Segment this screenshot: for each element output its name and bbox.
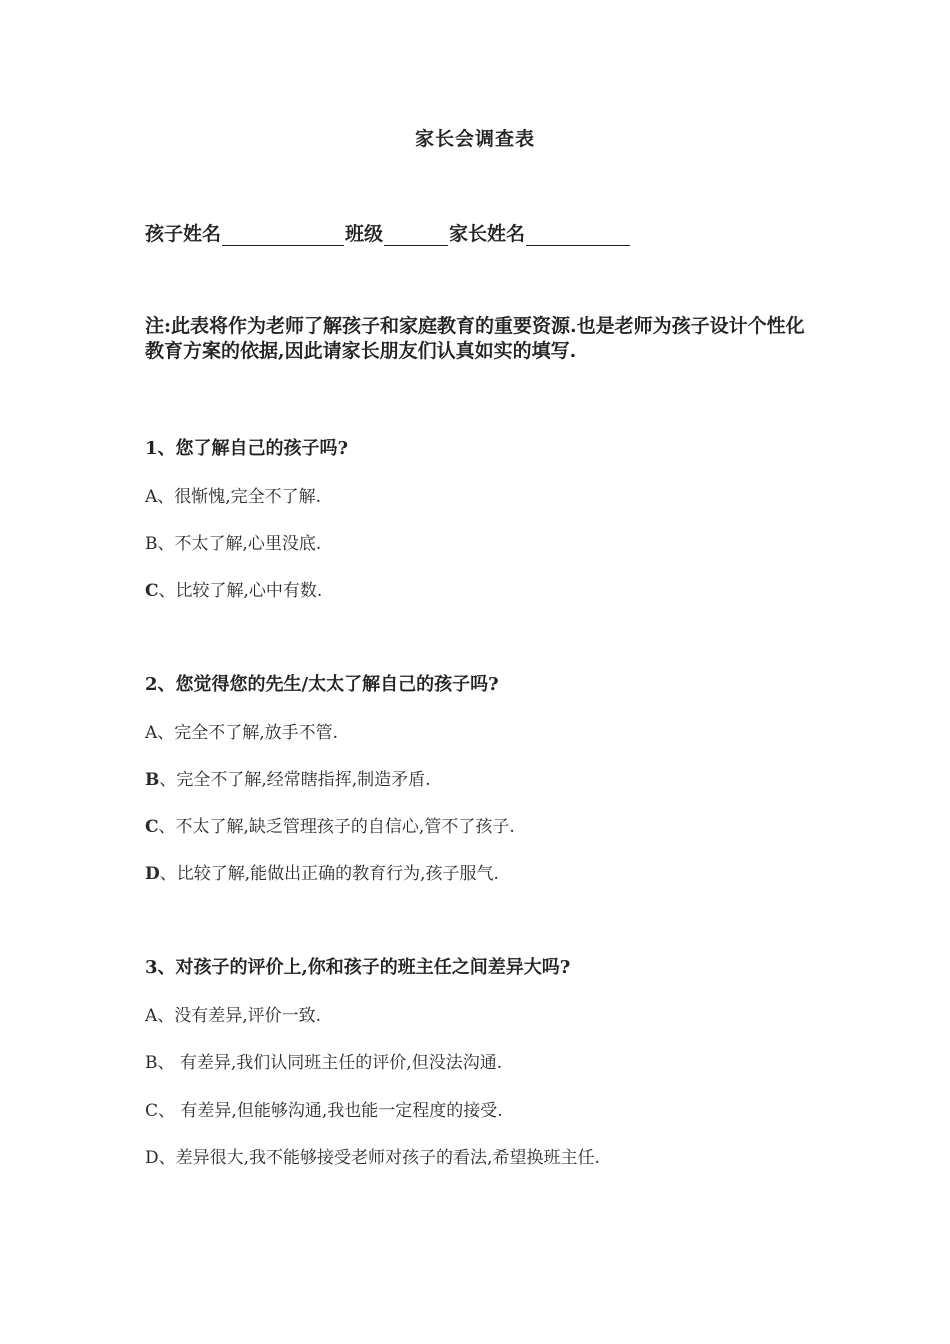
option-text: 、不太了解,心里没底. — [157, 534, 322, 554]
info-line — [145, 219, 631, 246]
question-1: 1、您了解自己的孩子吗? — [145, 438, 349, 459]
child-name-blank[interactable] — [222, 225, 344, 246]
option-text: 、完全不了解,放手不管. — [157, 723, 339, 743]
option-text: 、 有差异,但能够沟通,我也能一定程度的接受. — [158, 1101, 503, 1121]
option-text: 、不太了解,缺乏管理孩子的自信心,管不了孩子. — [158, 817, 515, 837]
question-3-option-d[interactable] — [145, 1143, 600, 1168]
option-text: 、比较了解,心中有数. — [158, 581, 323, 601]
question-2-option-c[interactable] — [145, 812, 515, 837]
option-letter: A — [145, 723, 158, 743]
option-text: 、 有差异,我们认同班主任的评价,但没法沟通. — [157, 1053, 503, 1073]
class-label: 班级 — [345, 223, 384, 245]
option-letter: C — [145, 1101, 159, 1121]
parent-name-label: 家长姓名 — [449, 223, 526, 245]
option-text: 、没有差异,评价一致. — [157, 1006, 322, 1026]
option-letter: C — [145, 817, 159, 837]
class-blank[interactable] — [384, 225, 448, 246]
question-3-option-c[interactable] — [145, 1096, 503, 1121]
option-letter: A — [145, 1006, 158, 1026]
question-3: 3、对孩子的评价上,你和孩子的班主任之间差异大吗? — [145, 957, 571, 978]
question-1-option-b[interactable] — [145, 529, 321, 554]
child-name-label: 孩子姓名 — [145, 223, 222, 245]
option-letter: B — [145, 534, 158, 554]
option-letter: A — [145, 487, 158, 507]
document-title: 家长会调查表 — [414, 128, 535, 150]
option-letter: D — [145, 1148, 159, 1168]
question-2: 2、您觉得您的先生/太太了解自己的孩子吗? — [145, 674, 499, 695]
option-text: 、差异很大,我不能够接受老师对孩子的看法,希望换班主任. — [158, 1148, 600, 1168]
option-text: 、很惭愧,完全不了解. — [157, 487, 322, 507]
option-letter: C — [145, 581, 159, 601]
option-text: 、完全不了解,经常瞎指挥,制造矛盾. — [159, 770, 431, 790]
parent-name-blank[interactable] — [526, 225, 630, 246]
option-letter: B — [145, 1053, 158, 1073]
question-2-option-d[interactable] — [145, 859, 499, 884]
question-2-option-b[interactable] — [145, 765, 431, 790]
question-1-option-a[interactable] — [145, 482, 321, 507]
question-2-option-a[interactable] — [145, 718, 338, 743]
option-letter: D — [145, 864, 160, 884]
question-1-option-c[interactable] — [145, 576, 322, 601]
option-text: 、比较了解,能做出正确的教育行为,孩子服气. — [159, 864, 499, 884]
question-3-option-b[interactable] — [145, 1048, 502, 1073]
note-paragraph: 注:此表将作为老师了解孩子和家庭教育的重要资源.也是老师为孩子设计个性化教育方案的依据,因此请家长朋友们认真如实的填写. — [145, 315, 805, 362]
option-letter: B — [145, 770, 160, 790]
question-3-option-a[interactable] — [145, 1001, 321, 1026]
